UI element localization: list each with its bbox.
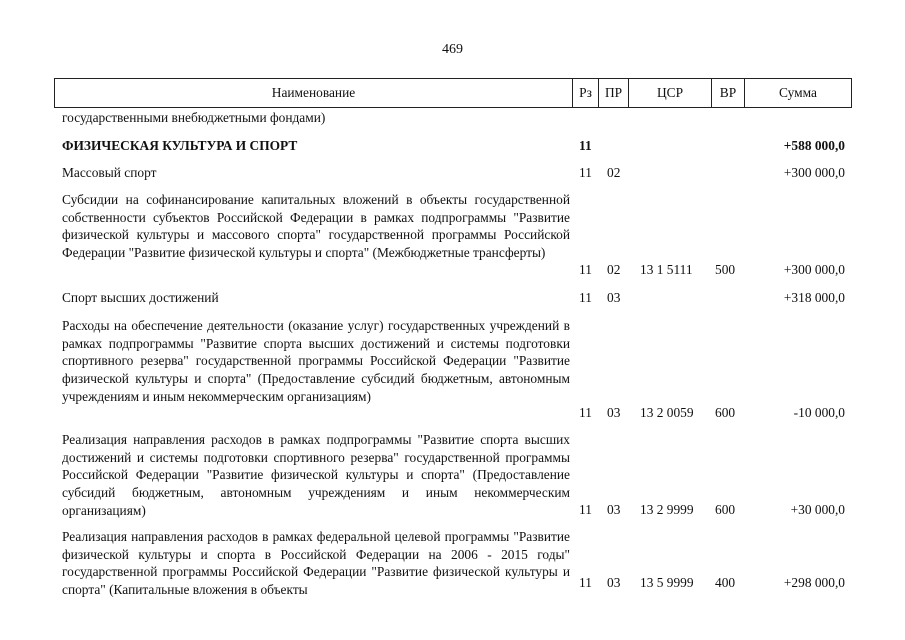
header-sum: Сумма xyxy=(745,79,852,108)
row-name: Реализация направления расходов в рамках федеральной целевой программы "Развитие физической культуры и спорта в Российской Федерации на 2006 - 2015 годы" государственной программы Российской Федерации "Развитие физической культуры и спорта" (Капитальные вложения в объекты xyxy=(62,529,570,598)
page-number: 469 xyxy=(442,42,463,57)
row-csr: 13 2 0059 xyxy=(640,405,694,420)
header-vr: ВР xyxy=(712,79,745,108)
row-pr: 02 xyxy=(607,165,621,180)
row-rz: 11 xyxy=(579,405,592,420)
row-rz: 11 xyxy=(579,262,592,277)
header-pr: ПР xyxy=(599,79,629,108)
row-pr: 03 xyxy=(607,290,621,305)
row-vr: 500 xyxy=(715,262,736,277)
row-sum: +588 000,0 xyxy=(783,138,845,153)
row-name: Массовый спорт xyxy=(62,165,157,180)
header-rz: Рз xyxy=(573,79,599,108)
row-vr: 600 xyxy=(715,502,736,517)
row-name: Расходы на обеспечение деятельности (оказание услуг) государственных учреждений в рамках подпрограммы "Развитие спорта высших достижений и системы подготовки спортивного резерва" государственной программы Российской Федерации "Развитие физической культуры и спорта" (Предоставление субсидий бюджетным, автономным учреждениям и иным некоммерческим организациям) xyxy=(62,318,570,404)
continuation-text: государственными внебюджетными фондами) xyxy=(62,110,326,125)
row-pr: 03 xyxy=(607,502,621,517)
row-sum: +30 000,0 xyxy=(790,502,845,517)
row-sum: +300 000,0 xyxy=(783,262,845,277)
header-name: Наименование xyxy=(55,79,573,108)
row-pr: 02 xyxy=(607,262,621,277)
row-pr: 03 xyxy=(607,575,621,590)
row-sum: +298 000,0 xyxy=(783,575,845,590)
row-csr: 13 1 5111 xyxy=(640,262,693,277)
row-sum: +318 000,0 xyxy=(783,290,845,305)
row-name: Субсидии на софинансирование капитальных вложений в объекты государственной собственности субъектов Российской Федерации в рамках подпрограммы "Развитие физической культуры и массового спорта" государственной программы Российской Федерации "Развитие физической культуры и спорта" (Межбюджетные трансферты) xyxy=(62,192,570,261)
row-pr: 03 xyxy=(607,405,621,420)
row-csr: 13 5 9999 xyxy=(640,575,694,590)
row-rz: 11 xyxy=(579,502,592,517)
row-rz: 11 xyxy=(579,138,592,153)
row-name: Реализация направления расходов в рамках подпрограммы "Развитие спорта высших достижений и системы подготовки спортивного резерва" государственной программы Российской Федерации "Развитие физической культуры и спорта" (Предоставление субсидий бюджетным, автономным учреждениям и иным некоммерческим организациям) xyxy=(62,432,570,518)
row-vr: 600 xyxy=(715,405,736,420)
row-rz: 11 xyxy=(579,165,592,180)
header-csr: ЦСР xyxy=(629,79,712,108)
row-sum: -10 000,0 xyxy=(793,405,845,420)
row-rz: 11 xyxy=(579,290,592,305)
table-header xyxy=(54,78,852,108)
row-csr: 13 2 9999 xyxy=(640,502,694,517)
row-vr: 400 xyxy=(715,575,736,590)
row-rz: 11 xyxy=(579,575,592,590)
row-name: Спорт высших достижений xyxy=(62,290,219,305)
row-name: ФИЗИЧЕСКАЯ КУЛЬТУРА И СПОРТ xyxy=(62,138,298,153)
row-sum: +300 000,0 xyxy=(783,165,845,180)
